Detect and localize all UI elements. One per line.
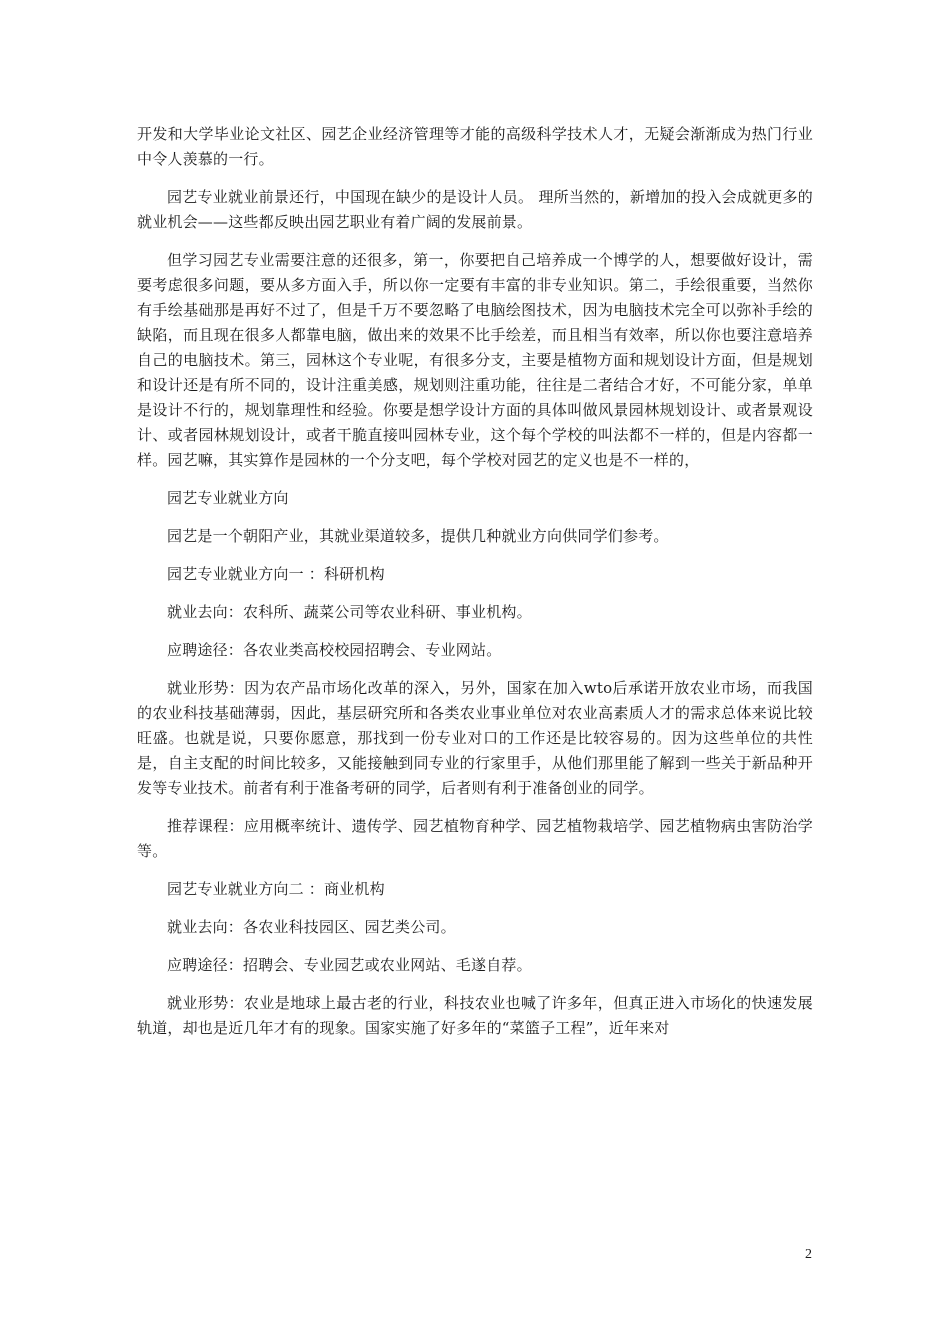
paragraph-3: 但学习园艺专业需要注意的还很多，第一，你要把自己培养成一个博学的人，想要做好设计，需要考虑很多问题，要从多方面入手，所以你一定要有丰富的非专业知识。第二，手绘很重要，当然你有手绘基础那是再好不过了，但是千万不要忽略了电脑绘图技术，因为电脑技术完全可以弥补手绘的缺陷，而且现在很多人都靠电脑，做出来的效果不比手绘差，而且相当有效率，所以你也要注意培养自己的电脑技术。第三，园林这个专业呢，有很多分支，主要是植物方面和规划设计方面，但是规划和设计还是有所不同的，设计注重美感，规划则注重功能，往往是二者结合才好，不可能分家，单单是设计不行的，规划靠理性和经验。你要是想学设计方面的具体叫做风景园林规划设计、或者景观设计、或者园林规划设计，或者干脆直接叫园林专业，这个每个学校的叫法都不一样的，但是内容都一样。园艺嘛，其实算作是园林的一个分支吧，每个学校对园艺的定义也是不一样的， <box>137 251 813 469</box>
direction-1-recruitment: 应聘途径：各农业类高校校园招聘会、专业网站。 <box>167 641 502 659</box>
direction-2-recruitment: 应聘途径：招聘会、专业园艺或农业网站、毛遂自荐。 <box>167 956 532 974</box>
direction-1-destination: 就业去向：农科所、蔬菜公司等农业科研、事业机构。 <box>167 603 532 621</box>
page-number: 2 <box>805 1247 812 1262</box>
direction-2-destination: 就业去向：各农业科技园区、园艺类公司。 <box>167 918 456 936</box>
paragraph-2: 园艺专业就业前景还行，中国现在缺少的是设计人员。 理所当然的，新增加的投入会成就更多的就业机会——这些都反映出园艺职业有着广阔的发展前景。 <box>137 188 813 231</box>
paragraph-1: 开发和大学毕业论文社区、园艺企业经济管理等才能的高级科学技术人才，无疑会渐渐成为热门行业中令人羡慕的一行。 <box>137 125 813 168</box>
direction-1-heading: 园艺专业就业方向一 ：科研机构 <box>167 565 385 583</box>
document-body <box>137 122 813 1054</box>
direction-1-situation: 就业形势：因为农产品市场化改革的深入，另外，国家在加入wto后承诺开放农业市场，而我国的农业科技基础薄弱，因此，基层研究所和各类农业事业单位对农业高素质人才的需求总体来说比较旺盛。也就是说，只要你愿意，那找到一份专业对口的工作还是比较容易的。因为这些单位的共性是，自主支配的时间比较多，又能接触到同专业的行家里手，从他们那里能了解到一些关于新品种开发等专业技术。前者有利于准备考研的同学，后者则有利于准备创业的同学。 <box>137 679 813 797</box>
paragraph-intro-directions: 园艺是一个朝阳产业，其就业渠道较多，提供几种就业方向供同学们参考。 <box>167 527 669 545</box>
direction-2-situation: 就业形势：农业是地球上最古老的行业，科技农业也喊了许多年，但真正进入市场化的快速发展轨道，却也是近几年才有的现象。国家实施了好多年的“菜篮子工程”，近年来对 <box>137 994 813 1037</box>
section-heading-employment-directions: 园艺专业就业方向 <box>167 489 289 507</box>
direction-2-heading: 园艺专业就业方向二 ：商业机构 <box>167 880 385 898</box>
direction-1-courses: 推荐课程：应用概率统计、遗传学、园艺植物育种学、园艺植物栽培学、园艺植物病虫害防治学等。 <box>137 817 813 860</box>
